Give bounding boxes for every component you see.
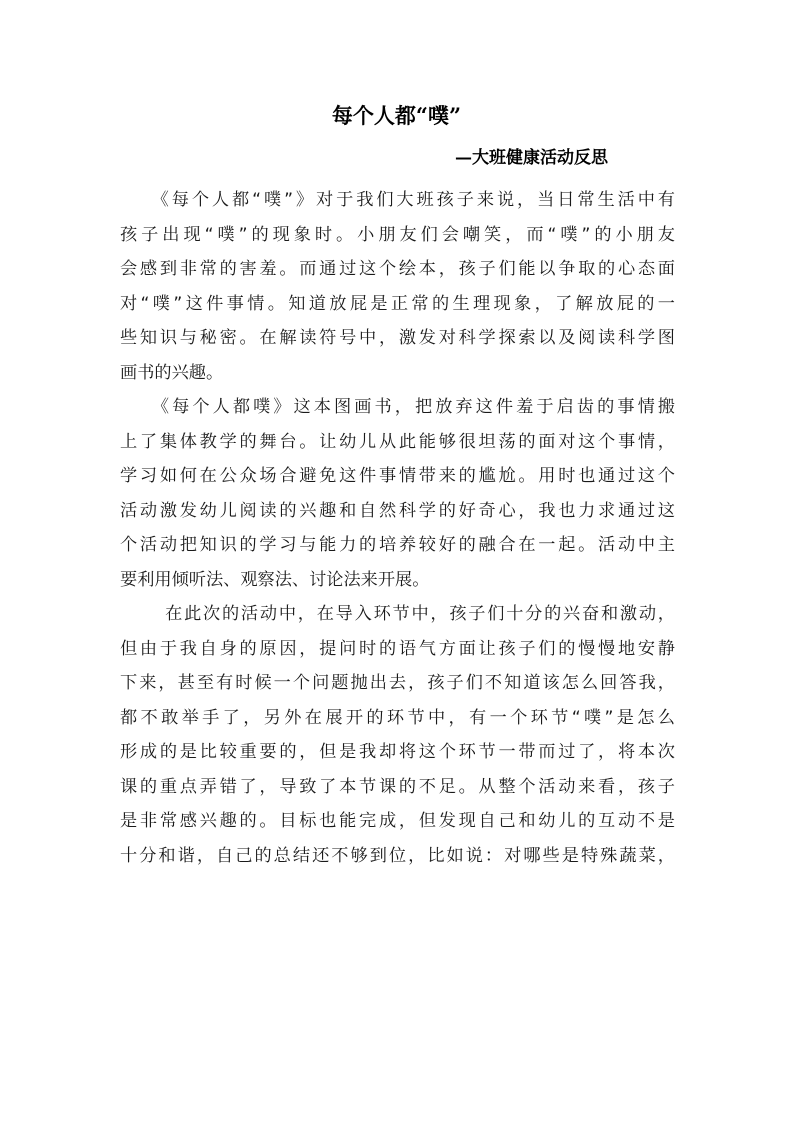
paragraph-3-line-1: 在此次的活动中，在导入环节中，孩子们十分的兴奋和激动， bbox=[120, 597, 675, 632]
document-body bbox=[120, 183, 675, 873]
paragraph-2-line-1: 《每个人都噗》这本图画书，把放弃这件羞于启齿的事情搬 bbox=[120, 390, 675, 425]
paragraph-3-line-7: 是非常感兴趣的。目标也能完成，但发现自己和幼儿的互动不是 bbox=[120, 811, 675, 831]
paragraph-2-line-6: 要利用倾听法、观察法、讨论法来开展。 bbox=[120, 569, 430, 590]
paragraph-3-line-6: 课的重点弄错了，导致了本节课的不足。从整个活动来看，孩子 bbox=[120, 776, 675, 797]
document-subtitle: —大班健康活动反思 bbox=[455, 148, 608, 168]
paragraph-2-line-4: 活动激发幼儿阅读的兴趣和自然科学的好奇心，我也力求通过这 bbox=[120, 500, 675, 521]
paragraph-1-line-3: 会感到非常的害羞。而通过这个绘本，孩子们能以争取的心态面 bbox=[120, 259, 675, 279]
paragraph-2-line-2: 上了集体教学的舞台。让幼儿从此能够很坦荡的面对这个事情， bbox=[120, 431, 675, 452]
paragraph-2-line-5: 个活动把知识的学习与能力的培养较好的融合在一起。活动中主 bbox=[120, 535, 675, 555]
paragraph-indent bbox=[120, 397, 160, 417]
paragraph-3-line-4: 都不敢举手了，另外在展开的环节中，有一个环节“噗”是怎么 bbox=[120, 707, 675, 728]
paragraph-3-line-5: 形成的是比较重要的，但是我却将这个环节一带而过了，将本次 bbox=[120, 742, 675, 762]
paragraph-3-line-2: 但由于我自身的原因，提问时的语气方面让孩子们的慢慢地安静 bbox=[120, 638, 675, 659]
paragraph-indent bbox=[120, 604, 165, 624]
paragraph-1-line-5: 些知识与秘密。在解读符号中，激发对科学探索以及阅读科学图 bbox=[120, 328, 675, 348]
paragraph-1-line-6: 画书的兴趣。 bbox=[120, 362, 224, 383]
paragraph-indent bbox=[120, 190, 160, 210]
paragraph-1-line-1: 《每个人都“噗”》对于我们大班孩子来说，当日常生活中有 bbox=[120, 183, 675, 218]
document-title: 每个人都“噗” bbox=[331, 103, 462, 128]
paragraph-3-line-8: 十分和谐，自己的总结还不够到位，比如说：对哪些是特殊蔬菜， bbox=[120, 845, 675, 866]
paragraph-3-line-3: 下来，甚至有时候一个问题抛出去，孩子们不知道该怎么回答我， bbox=[120, 673, 675, 693]
paragraph-1-line-2: 孩子出现“噗”的现象时。小朋友们会嘲笑，而“噗”的小朋友 bbox=[120, 224, 675, 245]
paragraph-1-line-4: 对“噗”这件事情。知道放屁是正常的生理现象，了解放屁的一 bbox=[120, 293, 675, 314]
paragraph-2-line-3: 学习如何在公众场合避免这件事情带来的尴尬。用时也通过这个 bbox=[120, 466, 675, 486]
